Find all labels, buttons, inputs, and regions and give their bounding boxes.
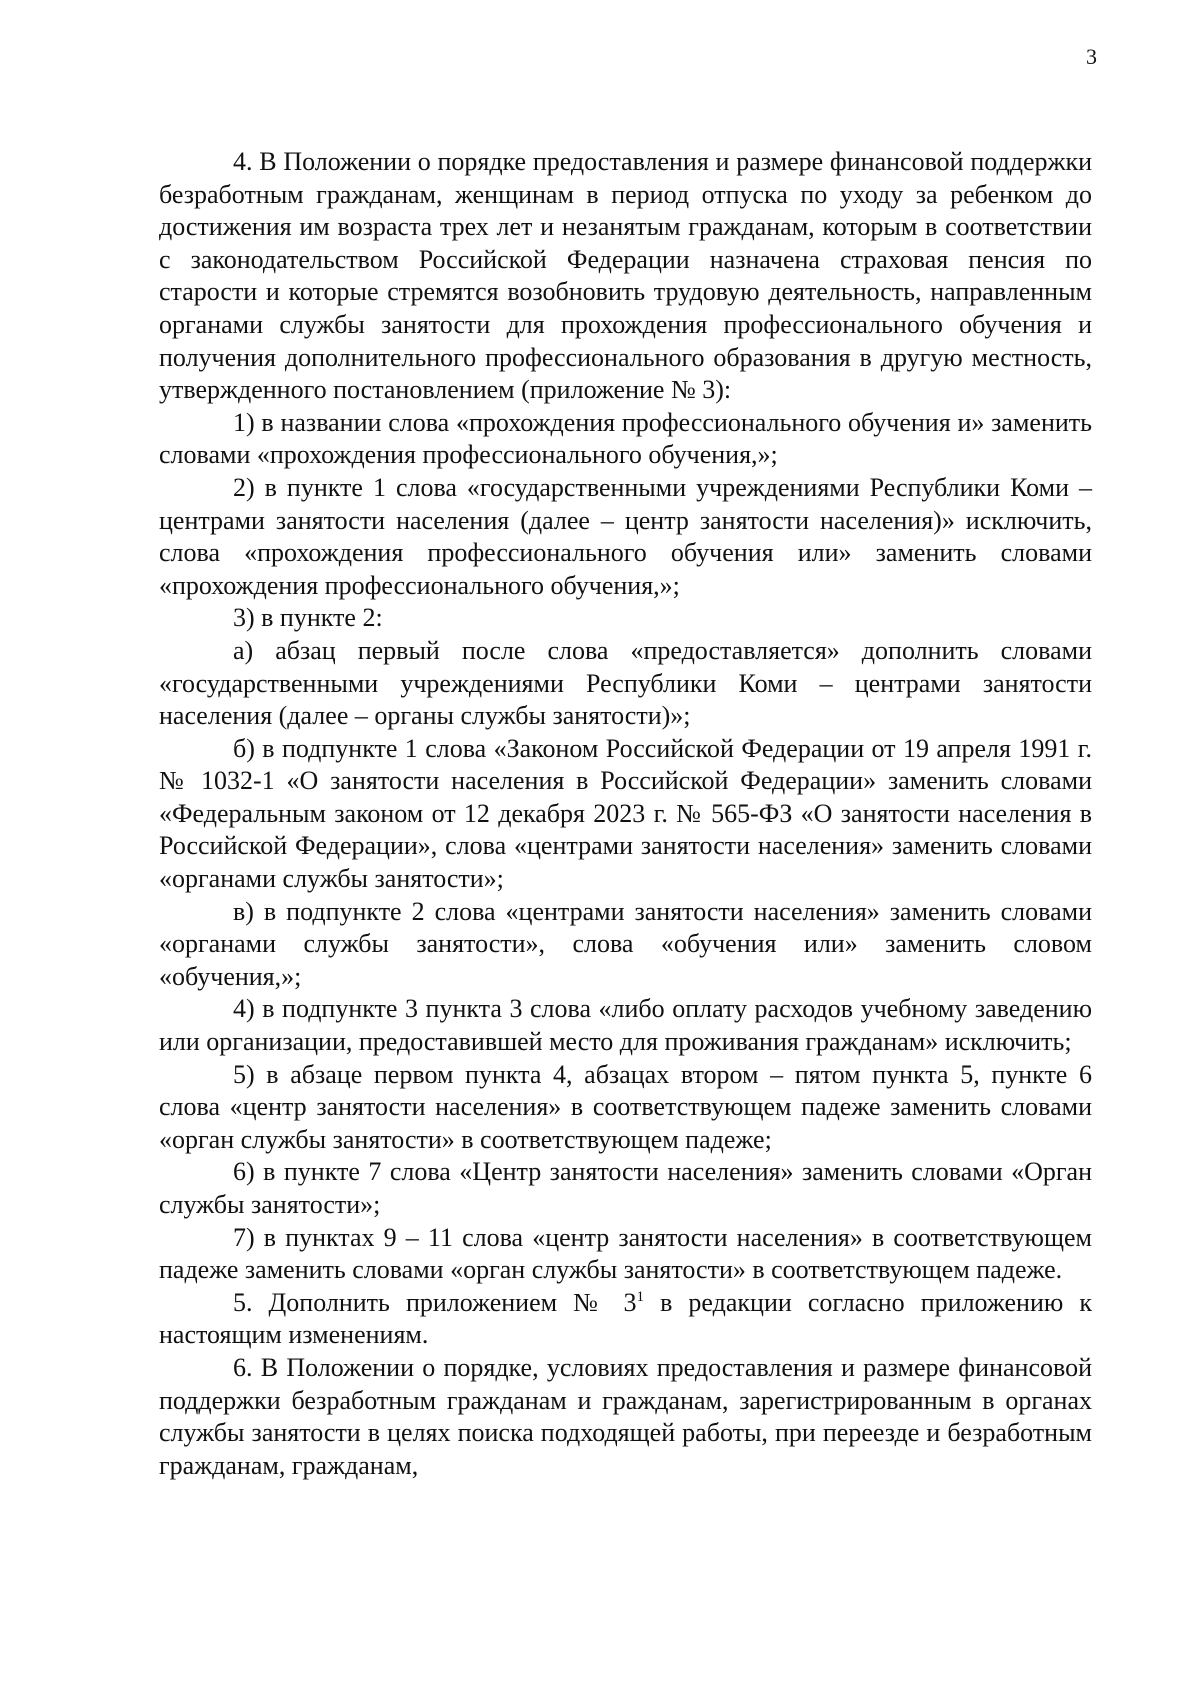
paragraph-5-superscript: 1 — [636, 1288, 645, 1305]
paragraph-5-text: 5. Дополнить приложением № 3 — [233, 1287, 637, 1317]
page-number: 3 — [1086, 44, 1097, 69]
item-4-4: 4) в подпункте 3 пункта 3 слова «либо оплату расходов учебному заведению или организации, предоставившей место для проживания гражданам» исключить; — [159, 994, 1092, 1057]
item-4-5: 5) в абзаце первом пункта 4, абзацах втором – пятом пункта 5, пункте 6 слова «центр занятости населения» в соответствующем падеже заменить словами «орган службы занятости» в соответствующем падеже; — [159, 1059, 1092, 1154]
paragraph-5 — [159, 1287, 1092, 1352]
item-4-6: 6) в пункте 7 слова «Центр занятости населения» заменить словами «Орган службы занятости»; — [159, 1157, 1092, 1219]
paragraph-5-text-end: в редакции согласно приложению к настоящим изменениям. — [159, 1287, 1092, 1350]
item-4-3: 3) в пункте 2: — [233, 603, 383, 633]
item-4-7: 7) в пунктах 9 – 11 слова «центр занятости населения» в соответствующем падеже заменить словами «орган службы занятости» в соответствующем падеже. — [159, 1222, 1092, 1285]
document-body — [159, 146, 1092, 1482]
item-4-3-v: в) в подпункте 2 слова «центрами занятости населения» заменить словами «органами службы занятости», слова «обучения или» заменить словом «обучения,»; — [159, 896, 1092, 991]
paragraph-4: 4. В Положении о порядке предоставления и размере финансовой поддержки безработным гражданам, женщинам в период отпуска по уходу за ребенком до достижения им возраста трех лет и незанятым гражданам, которым в соответствии с законодательством Российской Федерации назначена страховая пенсия по старости и которые стремятся возобновить трудовую деятельность, направленным органами службы занятости для прохождения профессионального обучения и получения дополнительного профессионального образования в другую местность, утвержденного постановлением (приложение № 3): — [159, 147, 1092, 405]
item-4-1: 1) в названии слова «прохождения профессионального обучения и» заменить словами «прохождения профессионального обучения,»; — [159, 407, 1092, 470]
item-4-3-a: а) абзац первый после слова «предоставляется» дополнить словами «государственными учреждениями Республики Коми – центрами занятости населения (далее – органы службы занятости)»; — [159, 635, 1092, 731]
item-4-2: 2) в пункте 1 слова «государственными учреждениями Республики Коми – центрами занятости населения (далее – центр занятости населения)» исключить, слова «прохождения профессионального обучения или» заменить словами «прохождения профессионального обучения,»; — [159, 472, 1092, 600]
paragraph-6: 6. В Положении о порядке, условиях предоставления и размере финансовой поддержки безработным гражданам и гражданам, зарегистрированным в органах службы занятости в целях поиска подходящей работы, при переезде и безработным гражданам, гражданам, — [159, 1352, 1092, 1480]
item-4-3-b: б) в подпункте 1 слова «Законом Российской Федерации от 19 апреля 1991 г. № 1032-1 «О занятости населения в Российской Федерации» заменить словами «Федеральным законом от 12 декабря 2023 г. № 565-ФЗ «О занятости населения в Российской Федерации», слова «центрами занятости населения» заменить словами «органами службы занятости»; — [159, 733, 1092, 894]
